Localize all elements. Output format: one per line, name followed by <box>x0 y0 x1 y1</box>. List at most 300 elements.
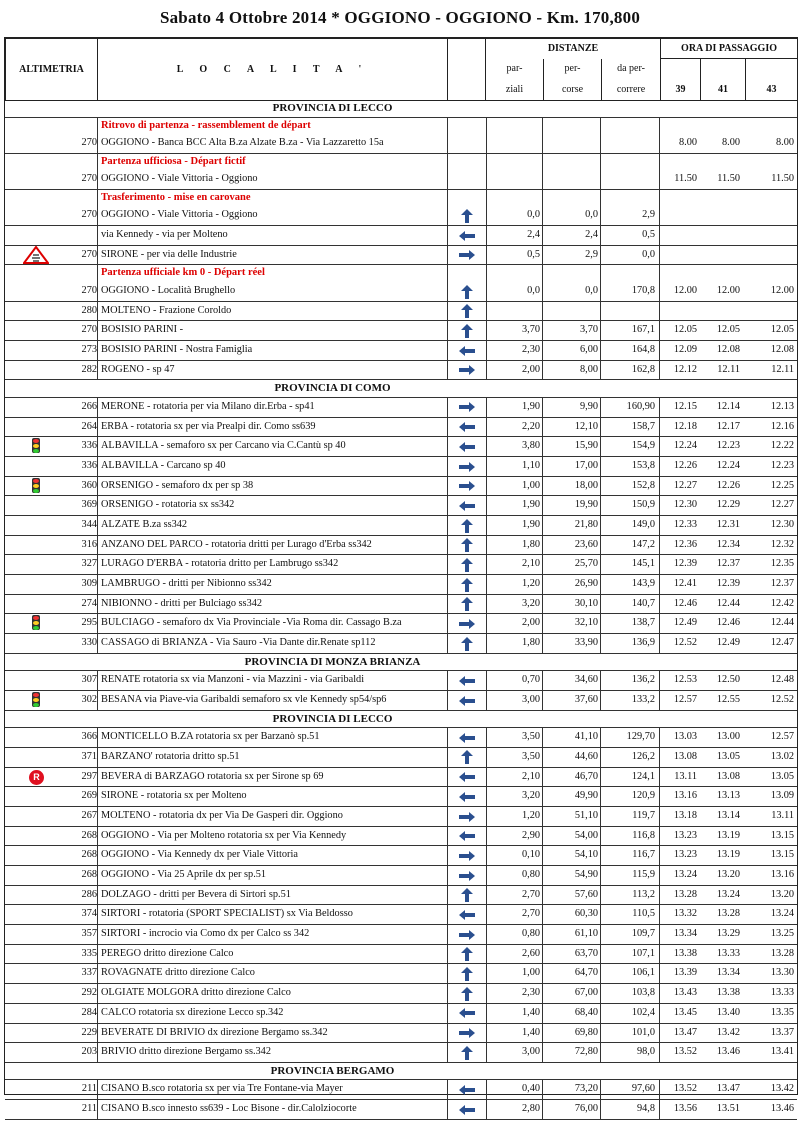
direction-cell <box>447 748 487 767</box>
arrow-left-icon <box>458 437 476 455</box>
location-name: SIRONE - per via delle Industrie <box>101 248 237 260</box>
header-parziali-1: par- <box>486 59 544 79</box>
arrow-left-icon <box>458 728 476 746</box>
time-39: 13.47 <box>673 1026 697 1038</box>
altitude: 297 <box>81 770 97 782</box>
province-title: PROVINCIA BERGAMO <box>270 1064 395 1077</box>
time-39: 13.24 <box>673 869 697 880</box>
traffic-light-icon <box>32 438 40 453</box>
altimetria-cell <box>5 118 98 135</box>
direction-cell <box>447 457 487 476</box>
time-39: 13.18 <box>673 809 697 821</box>
province-header <box>5 711 797 729</box>
table-row <box>5 477 797 497</box>
table-row <box>5 321 797 341</box>
empty-cell <box>485 265 543 282</box>
time-43: 12.48 <box>770 674 794 686</box>
empty-cell <box>485 154 543 171</box>
empty-cell <box>543 118 601 135</box>
altitude: 316 <box>81 538 97 550</box>
location-name: ROVAGNATE dritto direzione Calco <box>101 967 255 979</box>
time-41 <box>700 302 745 321</box>
altitude: 286 <box>81 888 97 900</box>
altitude: 302 <box>81 694 97 705</box>
time-41: 12.17 <box>716 420 740 432</box>
altitude: 266 <box>81 400 97 412</box>
distance-partial: 2,30 <box>485 984 543 1003</box>
empty-cell <box>447 265 487 282</box>
time-43: 13.05 <box>770 770 794 782</box>
altitude: 273 <box>81 344 97 355</box>
location-name: NIBIONNO - dritti per Bulciago ss342 <box>101 597 263 609</box>
time-41: 12.26 <box>716 479 740 491</box>
altimetria-cell <box>5 190 98 207</box>
time-41: 12.37 <box>716 558 740 570</box>
distance-covered: 69,80 <box>543 1024 601 1043</box>
time-41: 13.08 <box>716 770 740 782</box>
empty-cell <box>601 154 660 171</box>
distance-remaining: 120,9 <box>601 787 660 806</box>
distance-remaining: 147,2 <box>601 536 660 555</box>
time-43: 12.23 <box>770 459 794 471</box>
distance-partial: 1,80 <box>485 536 543 555</box>
distance-partial <box>485 134 543 153</box>
distance-remaining: 140,7 <box>601 595 660 614</box>
time-41: 12.05 <box>716 324 740 336</box>
location-name: BOSISIO PARINI - Nostra Famiglia <box>101 344 253 355</box>
time-43: 13.15 <box>770 829 794 841</box>
distance-covered: 19,90 <box>543 496 601 515</box>
distance-remaining: 136,2 <box>601 671 660 690</box>
section-note: Partenza ufficiosa - Départ fictif <box>101 155 246 167</box>
location-name: CISANO B.sco rotatoria sx per via Tre Fontane-via Mayer <box>101 1083 343 1095</box>
altitude: 284 <box>81 1006 97 1018</box>
time-43: 8.00 <box>775 137 794 148</box>
distance-partial: 2,4 <box>485 226 543 245</box>
time-43 <box>745 226 797 245</box>
arrow-up-icon <box>458 984 476 1002</box>
time-41 <box>700 206 745 225</box>
time-39: 13.23 <box>673 849 697 861</box>
distance-remaining: 116,8 <box>601 827 660 846</box>
time-43: 12.42 <box>770 597 794 609</box>
direction-cell <box>447 691 487 710</box>
table-row <box>5 634 797 654</box>
empty-cell <box>447 154 487 171</box>
direction-cell <box>447 536 487 555</box>
location-name: BRIVIO dritto direzione Bergamo ss.342 <box>101 1046 271 1058</box>
distance-remaining: 152,8 <box>601 477 660 496</box>
time-39: 13.23 <box>673 829 697 841</box>
arrow-left-icon <box>458 671 476 689</box>
arrow-up-icon <box>458 206 476 224</box>
arrow-left-icon <box>458 787 476 805</box>
time-43: 12.08 <box>770 344 794 355</box>
altitude: 307 <box>81 674 97 686</box>
distance-covered: 57,60 <box>543 886 601 905</box>
empty-cell <box>601 118 660 135</box>
province-title: PROVINCIA DI MONZA BRIANZA <box>244 655 421 668</box>
table-row <box>5 1080 797 1100</box>
distance-remaining: 158,7 <box>601 418 660 437</box>
time-41: 13.13 <box>716 790 740 802</box>
arrow-up-icon <box>458 964 476 982</box>
distance-covered: 2,4 <box>543 226 601 245</box>
table-row <box>5 827 797 847</box>
arrow-right-icon <box>458 846 476 864</box>
distance-partial: 0,40 <box>485 1080 543 1099</box>
location-name: via Kennedy - via per Molteno <box>101 229 228 241</box>
direction-cell <box>447 595 487 614</box>
distance-covered: 54,00 <box>543 827 601 846</box>
table-row <box>5 536 797 556</box>
direction-cell <box>447 206 487 225</box>
table-row <box>5 226 797 246</box>
distance-covered: 60,30 <box>543 905 601 924</box>
direction-cell <box>447 398 487 417</box>
time-39 <box>660 302 700 321</box>
distance-partial: 1,10 <box>485 457 543 476</box>
altitude: 366 <box>81 731 97 743</box>
arrow-up-icon <box>458 321 476 339</box>
distance-covered: 41,10 <box>543 728 601 747</box>
time-39: 13.11 <box>674 770 697 782</box>
time-41: 13.20 <box>716 869 740 880</box>
distance-remaining: 98,0 <box>601 1043 660 1062</box>
location-name: OLGIATE MOLGORA dritto direzione Calco <box>101 987 291 999</box>
table-row <box>5 671 797 691</box>
location-name: OGGIONO - Via 25 Aprile dx per sp.51 <box>101 869 267 880</box>
time-39: 13.38 <box>673 947 697 959</box>
time-41: 13.51 <box>716 1103 740 1115</box>
location-name: MOLTENO - rotatoria dx per Via De Gasperi dir. Oggiono <box>101 809 343 821</box>
direction-cell <box>447 768 487 787</box>
altitude: 211 <box>81 1083 97 1095</box>
distance-remaining: 103,8 <box>601 984 660 1003</box>
distance-remaining: 116,7 <box>601 846 660 865</box>
time-39: 12.18 <box>673 420 697 432</box>
distance-partial: 2,90 <box>485 827 543 846</box>
distance-partial <box>485 302 543 321</box>
direction-cell <box>447 1100 487 1119</box>
section-note-row <box>5 154 797 171</box>
arrow-up-icon <box>458 555 476 573</box>
distance-partial: 3,50 <box>485 728 543 747</box>
direction-cell <box>447 1043 487 1062</box>
distance-remaining: 149,0 <box>601 516 660 535</box>
time-43: 12.13 <box>770 400 794 412</box>
altitude: 270 <box>81 248 97 260</box>
direction-cell <box>447 341 487 360</box>
distance-covered: 25,70 <box>543 555 601 574</box>
distance-remaining: 167,1 <box>601 321 660 340</box>
direction-cell <box>447 1080 487 1099</box>
location-name: SIRTORI - incrocio via Como dx per Calco ss 342 <box>101 928 310 940</box>
time-41: 12.00 <box>716 284 740 296</box>
location-name: OGGIONO - Via Kennedy dx per Viale Vittoria <box>101 849 298 861</box>
location-name: LURAGO D'ERBA - rotatoria dritto per Lambrugo ss342 <box>101 558 339 570</box>
table-row <box>5 1024 797 1044</box>
location-name: ORSENIGO - rotatoria sx ss342 <box>101 499 235 511</box>
distance-covered: 37,60 <box>543 691 601 710</box>
location-name: ALBAVILLA - semaforo sx per Carcano via C.Cantù sp 40 <box>101 440 346 452</box>
table-row <box>5 302 797 322</box>
time-41: 8.00 <box>721 137 740 148</box>
altitude: 270 <box>81 209 97 221</box>
distance-partial: 0,80 <box>485 925 543 944</box>
altitude: 360 <box>81 479 97 491</box>
distance-partial: 2,20 <box>485 418 543 437</box>
time-43: 13.35 <box>770 1006 794 1018</box>
altitude: 269 <box>81 790 97 802</box>
arrow-left-icon <box>458 418 476 436</box>
direction-cell <box>447 807 487 826</box>
province-header <box>5 380 797 398</box>
time-43: 12.05 <box>770 324 794 336</box>
section-note: Partenza ufficiale km 0 - Départ réel <box>101 267 265 279</box>
empty-cell <box>601 190 660 207</box>
direction-cell <box>447 925 487 944</box>
time-39: 11.50 <box>674 173 697 185</box>
time-43: 12.27 <box>770 499 794 511</box>
arrow-left-icon <box>458 691 476 709</box>
table-row <box>5 457 797 477</box>
arrow-left-icon <box>458 1004 476 1022</box>
time-39: 13.08 <box>673 750 697 762</box>
altitude: 327 <box>81 558 97 570</box>
header-time-41: 41 <box>701 79 746 101</box>
direction-cell <box>447 905 487 924</box>
distance-remaining: 110,5 <box>601 905 660 924</box>
header-altimetria: ALTIMETRIA <box>6 39 98 101</box>
direction-cell <box>447 302 487 321</box>
location-name: OGGIONO - Via per Molteno rotatoria sx per Via Kennedy <box>101 829 347 841</box>
time-43: 13.33 <box>770 987 794 999</box>
altitude: 268 <box>81 869 97 880</box>
direction-cell <box>447 634 487 653</box>
altimetria-cell <box>5 154 98 171</box>
distance-partial: 1,00 <box>485 477 543 496</box>
arrow-right-icon <box>458 246 476 264</box>
time-43: 12.44 <box>770 617 794 629</box>
distance-covered: 17,00 <box>543 457 601 476</box>
header-parziali-2: ziali <box>486 79 544 101</box>
altitude: 282 <box>81 363 97 375</box>
table-row <box>5 748 797 768</box>
table-row <box>5 418 797 438</box>
location-name: BARZANO' rotatoria dritto sp.51 <box>101 750 240 762</box>
direction-cell <box>447 134 487 153</box>
altitude: 268 <box>81 829 97 841</box>
distance-covered <box>543 302 601 321</box>
distance-remaining: 162,8 <box>601 361 660 380</box>
distance-covered: 2,9 <box>543 246 601 265</box>
distance-remaining: 107,1 <box>601 945 660 964</box>
table-row <box>5 134 797 154</box>
time-41: 12.46 <box>716 617 740 629</box>
table-row <box>5 886 797 906</box>
location-name: LAMBRUGO - dritti per Nibionno ss342 <box>101 578 272 590</box>
time-39: 12.24 <box>673 440 697 452</box>
time-41: 13.00 <box>716 731 740 743</box>
table-row <box>5 925 797 945</box>
time-43 <box>745 246 797 265</box>
distance-remaining <box>601 170 660 189</box>
time-43 <box>745 302 797 321</box>
distance-partial: 0,80 <box>485 866 543 885</box>
time-39: 12.09 <box>673 344 697 355</box>
time-43: 12.16 <box>770 420 794 432</box>
location-name: PEREGO dritto direzione Calco <box>101 947 234 959</box>
distance-remaining: 97,60 <box>601 1080 660 1099</box>
altitude: 267 <box>81 809 97 821</box>
time-41: 12.23 <box>716 440 740 452</box>
header-direction <box>448 39 486 101</box>
direction-cell <box>447 496 487 515</box>
distance-remaining: 94,8 <box>601 1100 660 1119</box>
arrow-left-icon <box>458 905 476 923</box>
time-41: 13.46 <box>716 1046 740 1058</box>
distance-remaining: 153,8 <box>601 457 660 476</box>
distance-covered: 18,00 <box>543 477 601 496</box>
time-43: 13.41 <box>770 1046 794 1058</box>
distance-remaining: 113,2 <box>601 886 660 905</box>
distance-covered: 34,60 <box>543 671 601 690</box>
header-ora: ORA DI PASSAGGIO <box>661 39 798 59</box>
distance-remaining: 106,1 <box>601 964 660 983</box>
altitude: 270 <box>81 137 97 148</box>
time-39 <box>660 246 700 265</box>
time-39: 12.30 <box>673 499 697 511</box>
arrow-left-icon <box>458 226 476 244</box>
arrow-right-icon <box>458 398 476 416</box>
distance-covered <box>543 134 601 153</box>
time-39: 13.52 <box>673 1083 697 1095</box>
arrow-right-icon <box>458 457 476 475</box>
header-correre-1: da per- <box>602 59 661 79</box>
time-43: 13.42 <box>770 1083 794 1095</box>
distance-covered: 9,90 <box>543 398 601 417</box>
distance-covered: 73,20 <box>543 1080 601 1099</box>
altitude: 357 <box>81 928 97 940</box>
distance-covered <box>543 170 601 189</box>
province-title: PROVINCIA DI LECCO <box>272 102 393 114</box>
table-row <box>5 787 797 807</box>
time-39: 12.46 <box>673 597 697 609</box>
altitude: 229 <box>81 1026 97 1038</box>
altitude: 344 <box>81 519 97 530</box>
time-43: 13.11 <box>771 809 794 821</box>
distance-remaining: 164,8 <box>601 341 660 360</box>
location-name: ORSENIGO - semaforo dx per sp 38 <box>101 479 254 491</box>
arrow-left-icon <box>458 496 476 514</box>
empty-cell <box>447 190 487 207</box>
time-41: 13.05 <box>716 750 740 762</box>
time-39: 13.34 <box>673 928 697 940</box>
time-39: 13.28 <box>673 888 697 900</box>
distance-covered: 32,10 <box>543 614 601 633</box>
location-name: BEVERA di BARZAGO rotatoria sx per Sirone sp 69 <box>101 770 324 782</box>
traffic-light-icon <box>32 615 40 630</box>
distance-remaining <box>601 302 660 321</box>
time-41: 13.19 <box>716 849 740 861</box>
location-name: ANZANO DEL PARCO - rotatoria dritti per Lurago d'Erba ss342 <box>101 538 372 550</box>
altitude: 211 <box>81 1103 97 1115</box>
distance-partial <box>485 170 543 189</box>
altitude: 369 <box>81 499 97 511</box>
time-39: 12.26 <box>673 459 697 471</box>
table-row <box>5 437 797 457</box>
empty-cell <box>543 154 601 171</box>
distance-remaining: 2,9 <box>601 206 660 225</box>
arrow-right-icon <box>458 925 476 943</box>
header-percorse-2: corse <box>544 79 602 101</box>
distance-remaining: 170,8 <box>601 282 660 301</box>
time-43: 12.35 <box>770 558 794 570</box>
table-row <box>5 595 797 615</box>
time-43: 12.57 <box>770 731 794 743</box>
altitude: 335 <box>81 947 97 959</box>
time-39: 12.00 <box>673 284 697 296</box>
distance-remaining: 133,2 <box>601 691 660 710</box>
distance-partial: 1,90 <box>485 516 543 535</box>
location-name: ALBAVILLA - Carcano sp 40 <box>101 459 226 471</box>
time-39: 12.41 <box>673 578 697 590</box>
time-39: 12.15 <box>673 400 697 412</box>
time-43 <box>745 206 797 225</box>
table-row <box>5 866 797 886</box>
distance-covered: 0,0 <box>543 206 601 225</box>
time-39: 12.39 <box>673 558 697 570</box>
distance-partial: 0,10 <box>485 846 543 865</box>
distance-covered: 72,80 <box>543 1043 601 1062</box>
time-39: 12.05 <box>673 324 697 336</box>
time-39 <box>660 226 700 245</box>
distance-covered: 0,0 <box>543 282 601 301</box>
arrow-up-icon <box>458 302 476 320</box>
distance-remaining: 150,9 <box>601 496 660 515</box>
distance-remaining: 145,1 <box>601 555 660 574</box>
arrow-up-icon <box>458 634 476 652</box>
time-39: 8.00 <box>678 137 697 148</box>
time-41: 12.29 <box>716 499 740 511</box>
distance-partial: 1,40 <box>485 1004 543 1023</box>
table-row <box>5 361 797 381</box>
distance-covered: 15,90 <box>543 437 601 456</box>
time-39: 12.33 <box>673 519 697 530</box>
location-name: CASSAGO di BRIANZA - Via Sauro -Via Dante dir.Renate sp112 <box>101 637 376 649</box>
time-43: 12.25 <box>770 479 794 491</box>
table-header <box>5 38 798 101</box>
distance-partial: 2,80 <box>485 1100 543 1119</box>
section-note-row <box>5 265 797 282</box>
distance-covered: 54,10 <box>543 846 601 865</box>
distance-covered: 68,40 <box>543 1004 601 1023</box>
arrow-up-icon <box>458 575 476 593</box>
altitude: 270 <box>81 173 97 185</box>
altimetria-cell <box>5 265 98 282</box>
table-row <box>5 984 797 1004</box>
location-name: OGGIONO - Banca BCC Alta B.za Alzate B.za - Via Lazzaretto 15a <box>101 137 384 148</box>
distance-partial: 3,00 <box>485 1043 543 1062</box>
distance-covered: 54,90 <box>543 866 601 885</box>
location-name: MONTICELLO B.ZA rotatoria sx per Barzanò sp.51 <box>101 731 320 743</box>
distance-remaining: 119,7 <box>601 807 660 826</box>
distance-remaining: 124,1 <box>601 768 660 787</box>
distance-partial: 2,10 <box>485 768 543 787</box>
table-row <box>5 246 797 266</box>
table-row <box>5 206 797 226</box>
